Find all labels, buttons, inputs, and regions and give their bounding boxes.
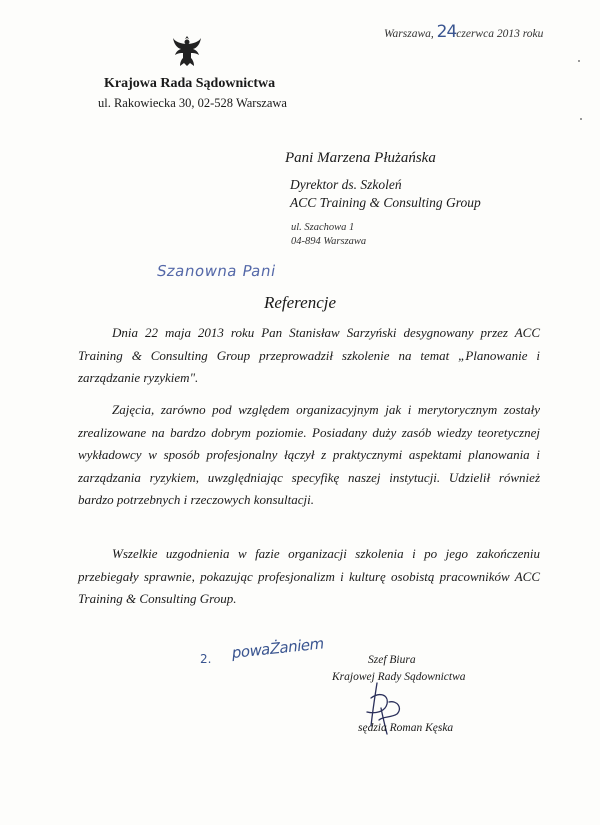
dateline-day-handwritten: 24 bbox=[436, 22, 457, 42]
signer-role-line1: Szef Biura bbox=[368, 654, 416, 666]
body-paragraph-3 bbox=[78, 543, 540, 611]
handwritten-numeral: 2. bbox=[200, 652, 212, 666]
dateline-prefix: Warszawa, bbox=[384, 28, 434, 40]
dateline-suffix: czerwca 2013 roku bbox=[456, 28, 544, 40]
paragraph-text: Dnia 22 maja 2013 roku Pan Stanisław Sarzyński desygnowany przez ACC Training & Consulting Group przeprowadził szkolenie na temat „Planowanie i zarządzanie ryzykiem". bbox=[78, 325, 540, 385]
handwritten-closing-note: powaŻaniem bbox=[231, 634, 325, 663]
org-address: ul. Rakowiecka 30, 02-528 Warszawa bbox=[98, 96, 287, 110]
recipient-company: ACC Training & Consulting Group bbox=[290, 195, 481, 210]
paragraph-text: Wszelkie uzgodnienia w fazie organizacji szkolenia i po jego zakończeniu przebiegały sprawnie, pokazując profesjonalizm i kulturę osobistą pracowników ACC Training & Consulting Group. bbox=[78, 546, 540, 606]
polish-eagle-emblem-icon bbox=[172, 34, 202, 68]
signer-role-line2: Krajowej Rady Sądownictwa bbox=[332, 671, 466, 683]
dateline bbox=[384, 22, 543, 42]
scan-speck bbox=[578, 60, 580, 62]
recipient-name: Pani Marzena Płużańska bbox=[285, 150, 436, 166]
recipient-title: Dyrektor ds. Szkoleń bbox=[290, 177, 402, 192]
handwritten-salutation: Szanowna Pani bbox=[155, 262, 278, 280]
body-paragraph-1 bbox=[78, 322, 540, 390]
scan-speck bbox=[580, 118, 582, 120]
body-paragraph-2 bbox=[78, 399, 540, 512]
org-name: Krajowa Rada Sądownictwa bbox=[104, 76, 276, 91]
recipient-city: 04-894 Warszawa bbox=[291, 236, 367, 247]
paragraph-text: Zajęcia, zarówno pod względem organizacyjnym jak i merytorycznym zostały zrealizowane na bardzo dobrym poziomie. Posiadany duży zasób wiedzy teoretycznej wykładowcy w sposób profesjonalny łączył z praktycznymi aspektami planowania i zarządzania ryzykiem, uwzględniając specyfikę naszej instytucji. Udzielił również bardzo potrzebnych i rzeczowych konsultacji. bbox=[78, 402, 540, 507]
recipient-street: ul. Szachowa 1 bbox=[291, 222, 355, 233]
signer-name: sędzia Roman Kęska bbox=[358, 722, 454, 734]
letter-title: Referencje bbox=[263, 293, 337, 312]
